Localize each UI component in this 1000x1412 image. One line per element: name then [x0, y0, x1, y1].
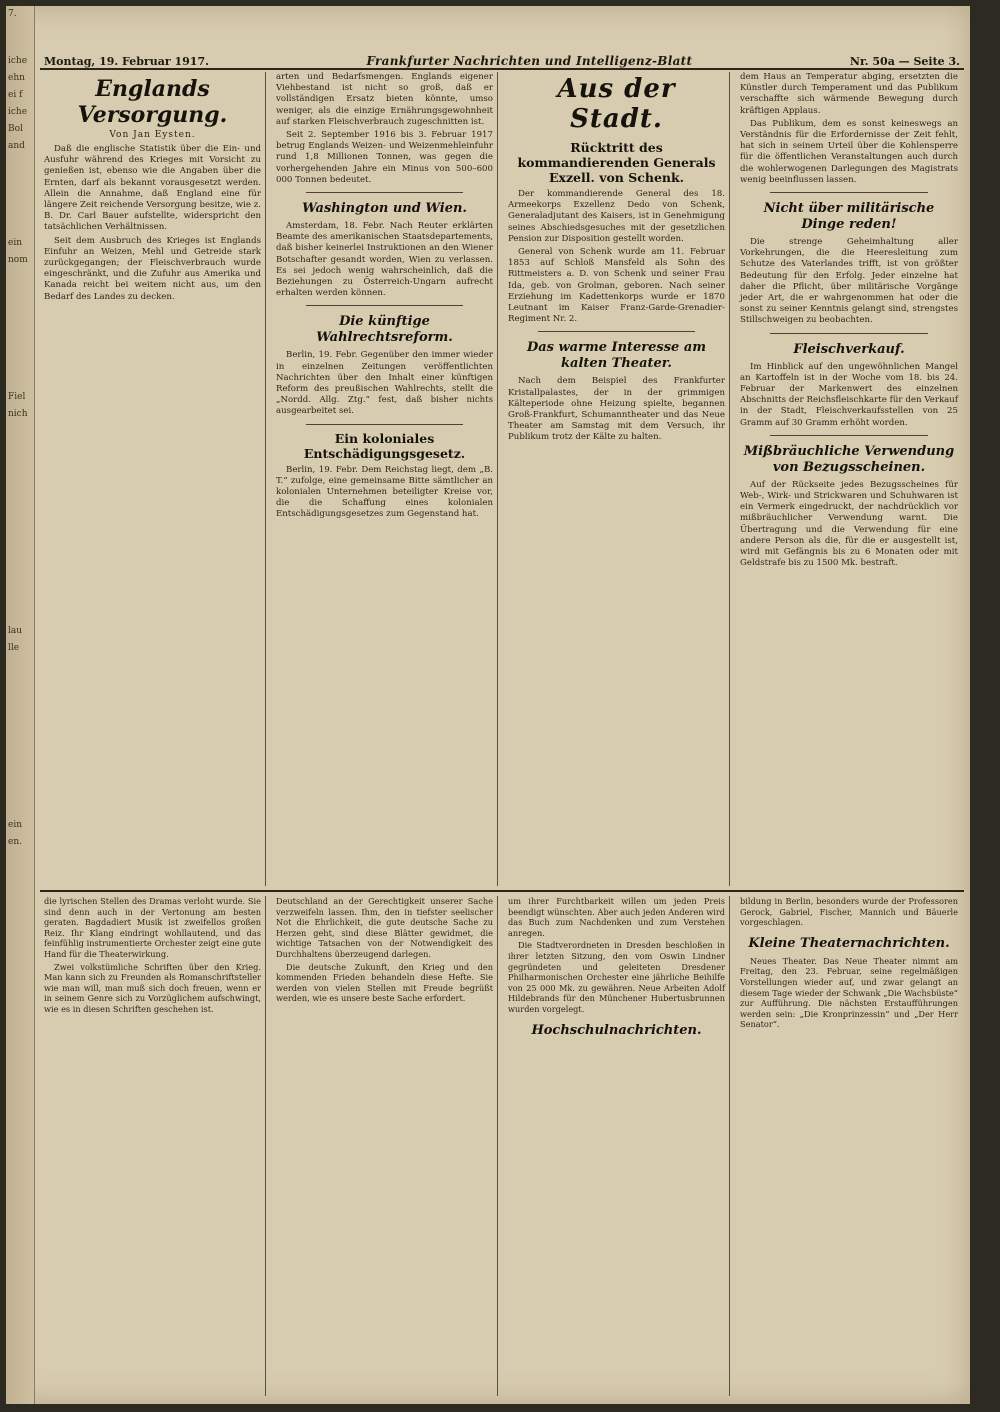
article-paragraph: bildung in Berlin, besonders wurde der Professoren Gerock, Gabriel, Fischer, Mannich und Bäuerle vorgeschlagen. — [740, 896, 958, 928]
article-headline: Englands Versorgung. — [77, 76, 228, 128]
article-byline: Von Jan Eysten. — [109, 130, 196, 140]
article-paragraph: Auf der Rückseite jedes Bezugsscheines für Web-, Wirk- und Strickwaren und Schuhwaren ist ein Vermerk eingedruckt, der nachdrücklich vor mißbräuchlicher Verwendung warnt. Die Übertragung und die Verwendung für eine andere Person als die, für die er ausgestellt ist, wird mit Gefängnis bis zu 6 Monaten oder mit Geldstrafe bis zu 1500 Mk. bestraft. — [740, 479, 958, 569]
feuilleton-column-2 — [272, 896, 498, 1396]
article-headline: Ein koloniales Entschädigungsgesetz. — [303, 430, 466, 461]
article-headline: Die künftige Wahlrechtsreform. — [316, 314, 453, 346]
main-columns — [40, 72, 964, 886]
divider — [306, 424, 463, 425]
article-paragraph: Berlin, 19. Febr. Gegenüber den immer wieder in einzelnen Zeitungen veröffentlichten Nachrichten über den Inhalt einer künftigen Reform des preußischen Wahlrechts, stellt die „Nordd. Allg. Ztg.“ fest, daß bisher nichts ausgearbeitet sei. — [276, 350, 493, 417]
article-paragraph: Das Publikum, dem es sonst keineswegs an Verständnis für die Erfordernisse der Zeit fehlt, hat sich in seinem Urteil über die Kohlensperre für die öffentlichen Veranstaltungen auch durch die wohlerwogenen Darlegungen des Magistrats wenig beeinflussen lassen. — [740, 118, 958, 185]
margin-fragment: Bol — [8, 124, 23, 134]
article-paragraph: Berlin, 19. Febr. Dem Reichstag liegt, dem „B. T.“ zufolge, eine gemeinsame Bitte sämtlicher an kolonialen Unternehmen beteiligter Kreise vor, die die Schaffung eines kolonialen Entschädigungsgesetzes zum Gegenstand hat. — [276, 464, 493, 520]
margin-fragment: lle — [8, 643, 20, 653]
article-headline: Kleine Theaternachrichten. — [748, 935, 950, 951]
article-headline: Washington und Wien. — [302, 201, 467, 217]
margin-fragment: lau — [8, 626, 23, 636]
article-paragraph: die lyrischen Stellen des Dramas verloht wurde. Sie sind denn auch in der Vertonung am besten geraten. Bagdadiert Musik ist zweifellos großen Reiz. Ihr Klang eindringt wohllautend, und das feinfühlig instrumentierte Orchester zeigt eine gute Hand für die Theaterwirkung. — [44, 896, 261, 959]
article-paragraph: Der kommandierende General des 18. Armeekorps Exzellenz Dedo von Schenk, Generaladjutant des Kaisers, ist in Genehmigung seines Abschiedsgesuches mit der gesetzlichen Pension zur Disposition gestellt worden. — [508, 189, 725, 244]
article-paragraph: Daß die englische Statistik über die Ein- und Ausfuhr während des Krieges mit Vorsicht zu genießen ist, ebenso wie die Angaben über die Ernten, darf als bekannt vorausgesetzt werden. Allein die Annahme, daß England eine für längere Zeit reichende Versorgung besitze, wie z. B. Dr. Carl Bauer aufstellte, widerspricht den tatsächlichen Verhältnissen. — [44, 144, 261, 233]
article-paragraph: Seit dem Ausbruch des Krieges ist Englands Einfuhr an Weizen, Mehl und Getreide stark zurückgegangen; der Fleischverbrauch wurde eingeschränkt, und die Zufuhr aus Amerika und Kanada reicht bei weitem nicht aus, um den Bedarf des Landes zu decken. — [44, 235, 261, 302]
margin-fragment: iche — [8, 56, 28, 66]
newspaper-sheet — [40, 6, 964, 1404]
article-headline: Hochschulnachrichten. — [531, 1022, 702, 1038]
margin-fragment: nom — [8, 255, 28, 265]
article-paragraph: Amsterdam, 18. Febr. Nach Reuter erklärten Beamte des amerikanischen Staatsdepartements, daß bisher keinerlei Instruktionen an den Wiener Botschafter gesandt worden, Wien zu verlassen. Es sei jedoch wenig wahrscheinlich, daß die Beziehungen zu Österreich-Ungarn aufrecht erhalten werden können. — [276, 221, 493, 299]
article-paragraph: Seit 2. September 1916 bis 3. Februar 1917 betrug Englands Weizen- und Weizenmehleinfuhr rund 1,8 Millionen Tonnen, was gegen die vorhergehenden Jahre ein Minus von 500–600 000 Tonnen bedeutet. — [276, 130, 493, 185]
newspaper-page — [6, 6, 970, 1404]
article-paragraph: Zwei volkstümliche Schriften über den Krieg. Man kann sich zu Freunden als Romanschriftsteller wie man will, man muß sich doch freuen, wenn er in seinem Genre sich zu Vorzüglichem aufschwingt, wie es in diesen Schriften geschehen ist. — [44, 961, 261, 1014]
margin-fragment: ein — [8, 820, 23, 830]
divider — [538, 331, 695, 332]
adjacent-page-margin — [6, 6, 35, 1404]
margin-fragment: 7. — [8, 9, 17, 19]
article-paragraph: arten und Bedarfsmengen. Englands eigener Viehbestand ist nicht so groß, daß er vollständigen Ersatz bieten könnte, umso weniger, als die einzige Ernährungsgewohnheit auf starken Fleischverbrauch zugeschnitten ist. — [276, 72, 493, 127]
feuilleton-column-4 — [736, 896, 962, 1396]
article-headline: Fleischverkauf. — [793, 341, 905, 357]
margin-fragment: en. — [8, 837, 22, 847]
divider — [306, 192, 463, 193]
article-paragraph: Deutschland an der Gerechtigkeit unserer Sache verzweifeln lassen. Ihm, den in tiefster seelischer Not die Ehrlichkeit, die gute deutsche Sache zu Herzen geht, sind diese Blätter gewidmet, die wichtige Tatsachen von der Notwendigkeit des Durchhaltens überzeugend darlegen. — [276, 896, 493, 959]
issue-date: Montag, 19. Februar 1917. — [44, 55, 209, 68]
column-2 — [272, 72, 498, 886]
margin-fragment: ehn — [8, 73, 25, 83]
divider — [770, 333, 928, 334]
article-paragraph: Im Hinblick auf den ungewöhnlichen Mangel an Kartoffeln ist in der Woche vom 18. bis 24. Februar der Markenwert des einzelnen Abschnitts der Reichsfleischkarte für den Verkauf in der Stadt, Fleischverkaufsstellen von 25 Gramm auf 30 Gramm erhöht worden. — [740, 361, 958, 428]
newspaper-title: Frankfurter Nachrichten und Intelligenz-Blatt — [366, 54, 693, 68]
article-headline: Rücktritt des kommandierenden Generals Exzell. von Schenk. — [517, 140, 716, 185]
column-4 — [736, 72, 962, 886]
feuilleton-rule — [40, 890, 964, 892]
article-paragraph: General von Schenk wurde am 11. Februar 1853 auf Schloß Mansfeld als Sohn des Rittmeisters a. D. von Schenk und seiner Frau Ida, geb. von Grolman, geboren. Nach seiner Erziehung im Kadettenkorps wurde er 1870 Leutnant im Kaiser Franz-Garde-Grenadier-Regiment Nr. 2. — [508, 247, 725, 325]
divider — [770, 435, 928, 436]
article-headline: Mißbräuchliche Verwendung von Bezugsscheinen. — [743, 443, 955, 475]
divider — [770, 192, 928, 193]
article-paragraph: Die Stadtverordneten in Dresden beschloßen in ihrer letzten Sitzung, den vom Oswin Lindner gegründeten und geleiteten Dresdener Philharmonischen Orchester eine jährliche Beihilfe von 25 000 Mk. zu gewähren. Neue Arbeiten Adolf Hildebrands für den Münchener Hubertusbrunnen wurden vorgelegt. — [508, 940, 725, 1014]
section-title: Aus der Stadt. — [557, 74, 676, 134]
article-paragraph: Die strenge Geheimhaltung aller Vorkehrungen, die die Heeresleitung zum Schutze des Vaterlandes trifft, ist von größter Bedeutung für den Erfolg. Jeder einzelne hat daher die Pflicht, über militärische Vorgänge jeder Art, die er wahrgenommen hat oder die sonst zu seiner Kenntnis gelangt sind, strengstes Stillschweigen zu beobachten. — [740, 237, 958, 326]
column-3 — [504, 72, 730, 886]
issue-page-number: Nr. 50a — Seite 3. — [849, 55, 960, 68]
column-1 — [40, 72, 266, 886]
margin-fragment: ein — [8, 238, 23, 248]
feuilleton-section — [40, 896, 964, 1396]
article-headline: Nicht über militärische Dinge reden! — [763, 201, 935, 233]
article-paragraph: Die deutsche Zukunft, den Krieg und den kommenden Frieden behandeln diese Hefte. Sie werden von vielen Stellen mit Freude begrüßt werden, wie es unsere beste Sache erfordert. — [276, 961, 493, 1004]
margin-fragment: iche — [8, 107, 28, 117]
feuilleton-column-1 — [40, 896, 266, 1396]
margin-fragment: ei f — [8, 90, 23, 100]
divider — [306, 305, 463, 306]
feuilleton-column-3 — [504, 896, 730, 1396]
margin-fragment: nich — [8, 409, 28, 419]
margin-fragment: Fiel — [8, 392, 26, 402]
page-header — [40, 50, 964, 70]
article-paragraph: Nach dem Beispiel des Frankfurter Kristallpalastes, der in der grimmigen Kälteperiode ohne Heizung spielte, begannen Groß-Frankfurt, Schumanntheater und das Neue Theater am Samstag mit dem Versuch, ihr Publikum trotz der Kälte zu halten. — [508, 376, 725, 443]
margin-fragment: and — [8, 141, 25, 151]
article-paragraph: Neues Theater. Das Neue Theater nimmt am Freitag, den 23. Februar, seine regelmäßigen Vorstellungen wieder auf, und zwar gelangt an diesem Tage wieder der Schwank „Die Wachsbüste“ zur Aufführung. Die nächsten Erstaufführungen werden sein: „Die Kronprinzessin“ und „Der Herr Senator“. — [740, 955, 958, 1030]
article-paragraph: dem Haus an Temperatur abging, ersetzten die Künstler durch Temperament und das Publikum verschaffte sich wärmende Bewegung durch kräftigen Applaus. — [740, 72, 958, 116]
article-headline: Das warme Interesse am kalten Theater. — [526, 340, 707, 372]
article-paragraph: um ihrer Furchtbarkeit willen um jeden Preis beendigt wünschten. Aber auch jeden Anderen wird das Buch zum Nachdenken und zum Verstehen anregen. — [508, 896, 725, 938]
